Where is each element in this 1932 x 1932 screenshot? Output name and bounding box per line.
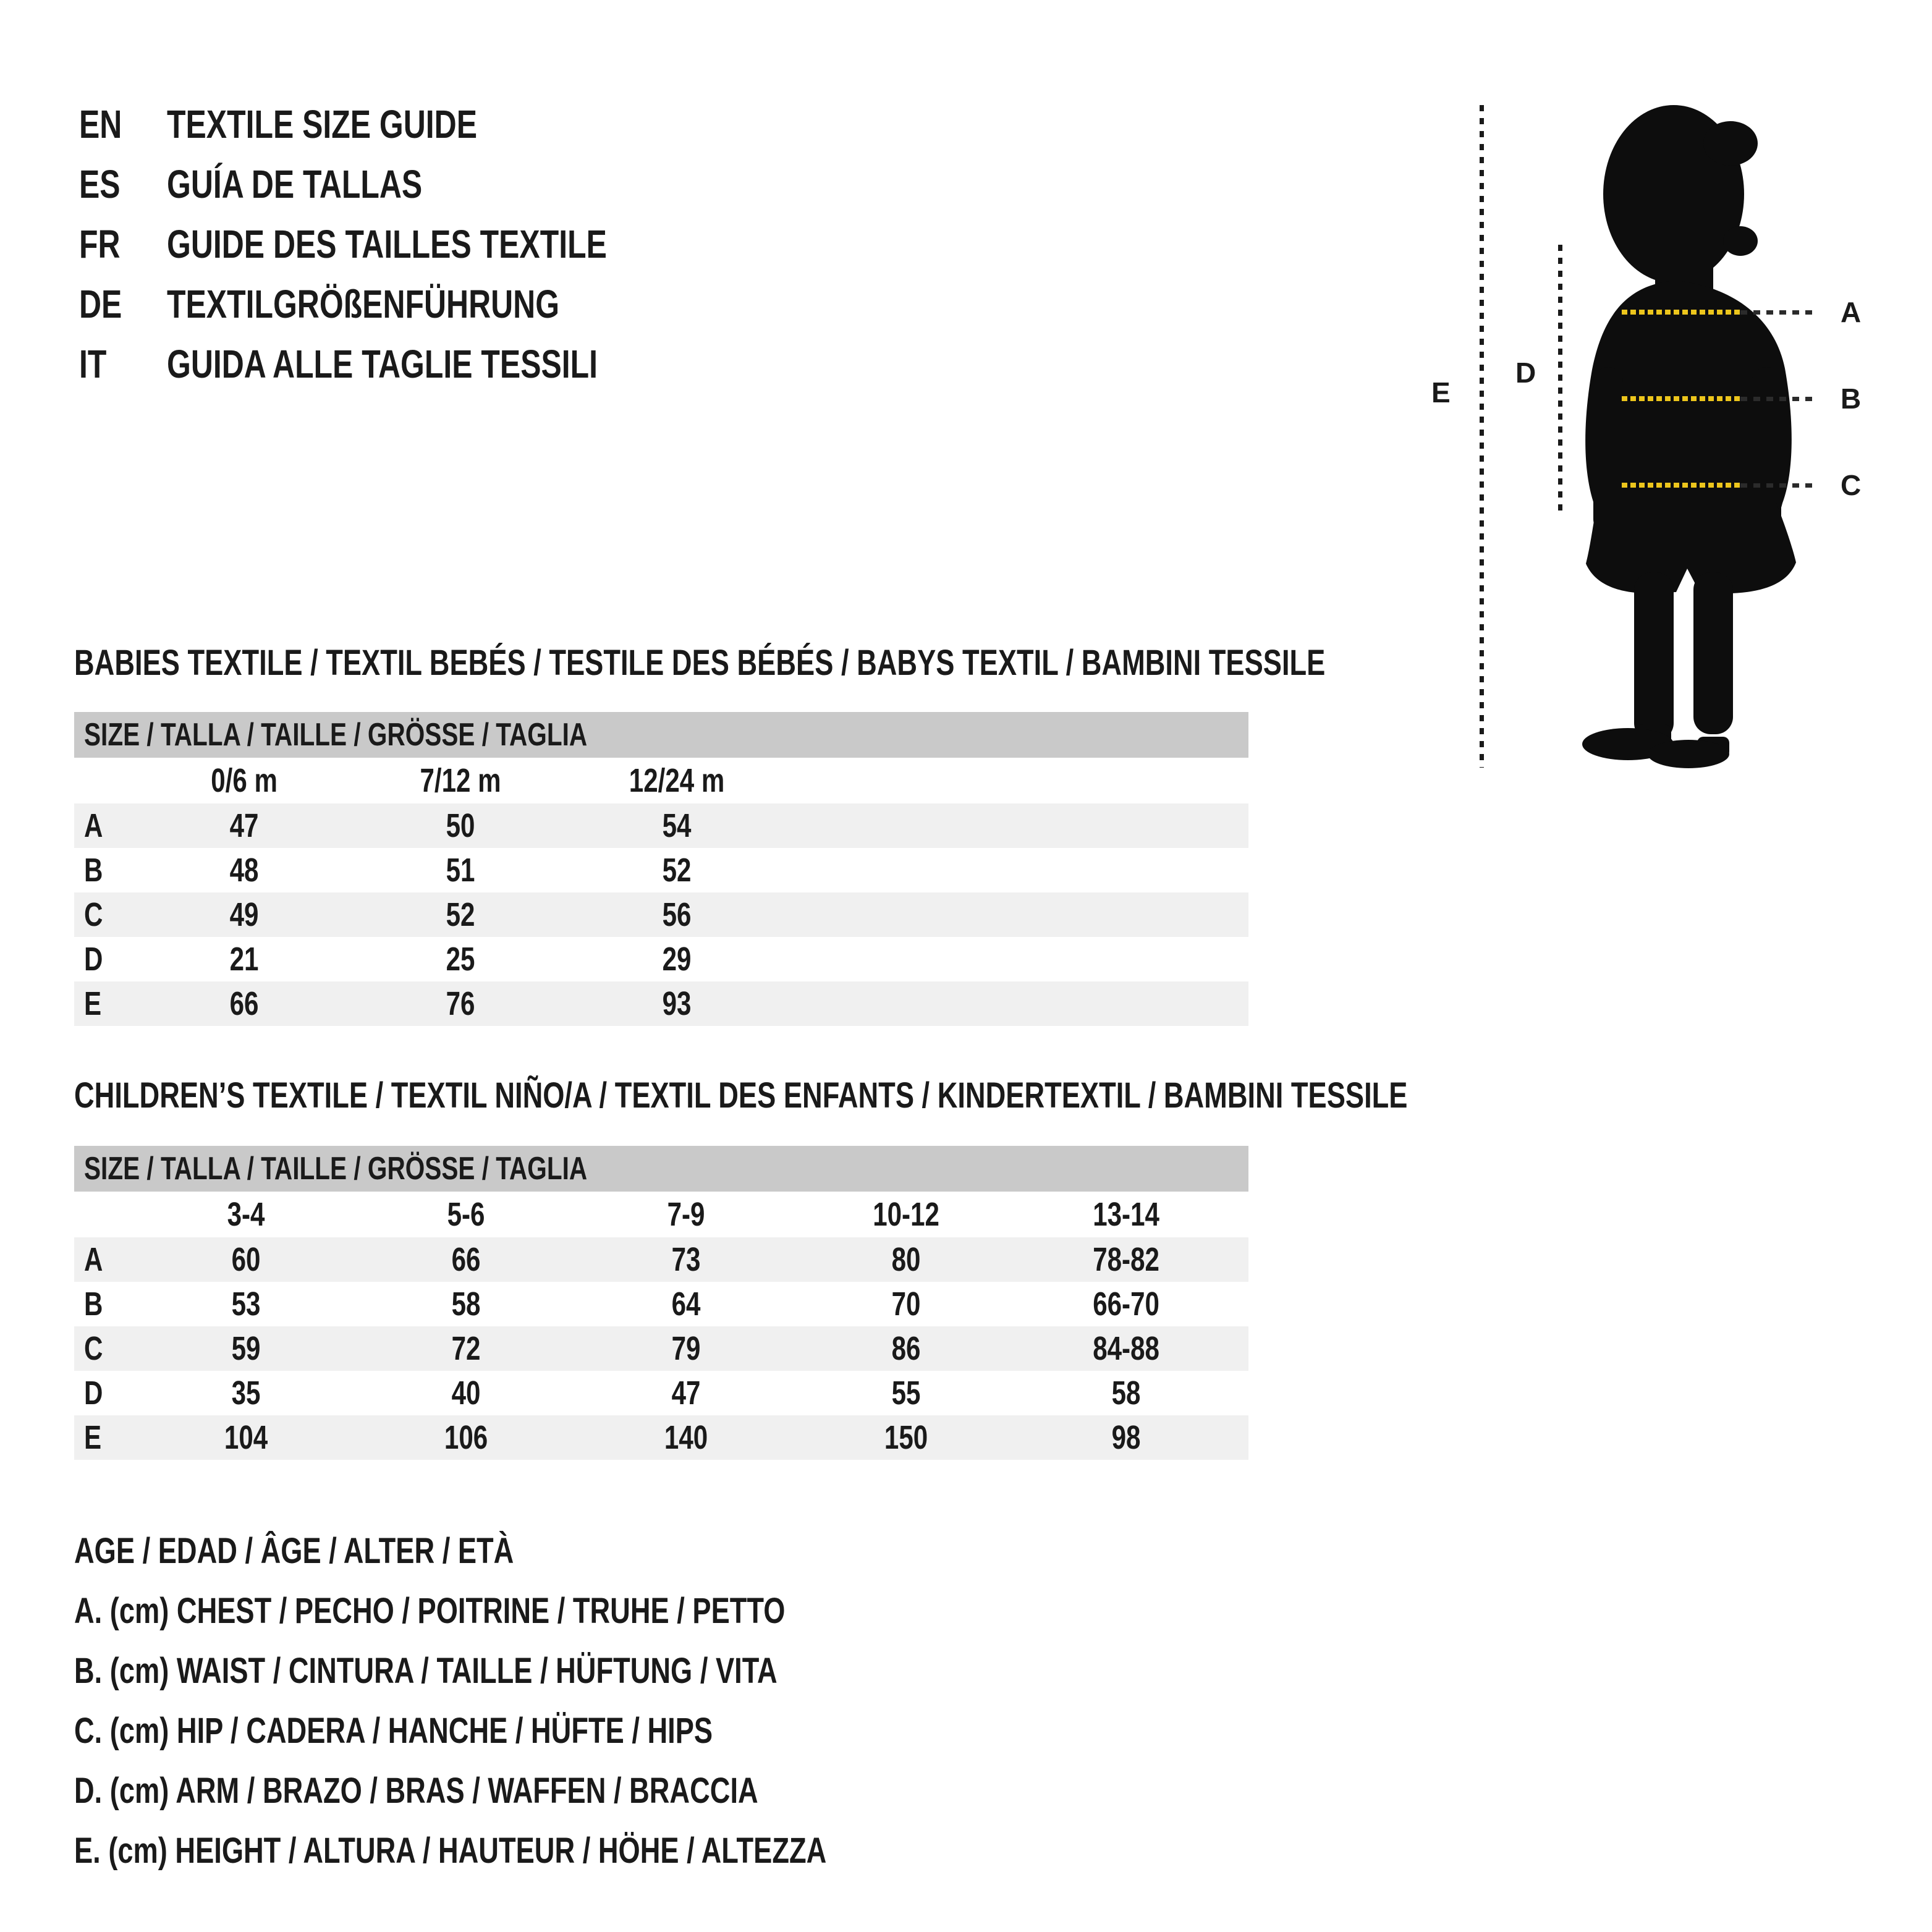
guide-title: GUIDA ALLE TAGLIE TESSILI xyxy=(167,342,598,386)
legend-waist: B. (cm) WAIST / CINTURA / TAILLE / HÜFTUNG / VITA xyxy=(74,1651,777,1691)
cell: 58 xyxy=(1111,1375,1141,1412)
cell: 150 xyxy=(884,1419,928,1456)
left-leg xyxy=(1634,572,1674,740)
cell: 73 xyxy=(671,1241,701,1278)
cell: 49 xyxy=(229,896,259,933)
row-label: A xyxy=(84,1241,103,1278)
cell: 98 xyxy=(1111,1419,1141,1456)
hair xyxy=(1703,121,1758,166)
size-header-bar: SIZE / TALLA / TAILLE / GRÖSSE / TAGLIA xyxy=(74,1146,1248,1192)
cell: 79 xyxy=(671,1330,701,1367)
measure-label-A: A xyxy=(1841,296,1862,328)
babies-section-title: BABIES TEXTILE / TEXTIL BEBÉS / TESTILE DES BÉBÉS / BABYS TEXTIL / BAMBINI TESSILE xyxy=(74,643,1326,683)
hip-dash-yellow xyxy=(1622,483,1740,488)
guide-title: TEXTILE SIZE GUIDE xyxy=(167,102,478,146)
cell: 140 xyxy=(664,1419,708,1456)
cell: 35 xyxy=(231,1375,261,1412)
legend-arm: D. (cm) ARM / BRAZO / BRAS / WAFFEN / BRACCIA xyxy=(74,1771,758,1811)
column-header-row xyxy=(74,758,1248,803)
table-row xyxy=(74,1282,1248,1326)
language-row xyxy=(79,344,731,404)
cell: 53 xyxy=(231,1286,261,1323)
guide-title: TEXTILGRÖßENFÜHRUNG xyxy=(167,282,560,326)
measure-label-D: D xyxy=(1515,357,1536,389)
waist-dash-yellow xyxy=(1622,396,1740,401)
language-title-list xyxy=(79,104,731,404)
cell: 70 xyxy=(891,1286,921,1323)
cell: 51 xyxy=(446,852,475,889)
legend-hip: C. (cm) HIP / CADERA / HANCHE / HÜFTE / HIPS xyxy=(74,1711,713,1751)
col-header: 12/24 m xyxy=(629,762,725,799)
children-section-title: CHILDREN’S TEXTILE / TEXTIL NIÑO/A / TEXTIL DES ENFANTS / KINDERTEXTIL / BAMBINI TESSILE xyxy=(74,1075,1408,1116)
cell: 86 xyxy=(891,1330,921,1367)
table-row xyxy=(74,803,1248,848)
arm-measure-line-D xyxy=(1558,245,1562,514)
legend-height: E. (cm) HEIGHT / ALTURA / HAUTEUR / HÖHE / ALTEZZA xyxy=(74,1831,827,1871)
cell: 76 xyxy=(446,985,475,1022)
language-code: FR xyxy=(79,222,121,266)
face xyxy=(1723,226,1758,256)
measure-label-E: E xyxy=(1431,376,1451,409)
waist-measure-line-B xyxy=(1622,377,1861,420)
shorts xyxy=(1586,503,1796,593)
measure-label-C: C xyxy=(1841,469,1862,501)
babies-size-table xyxy=(74,712,1248,1026)
cell: 52 xyxy=(662,852,692,889)
cell: 78-82 xyxy=(1093,1241,1159,1278)
row-label: C xyxy=(84,896,103,933)
table-row xyxy=(74,1237,1248,1282)
cell: 50 xyxy=(446,807,475,844)
col-header: 3-4 xyxy=(227,1196,265,1233)
chest-dash-yellow xyxy=(1622,310,1740,315)
cell: 72 xyxy=(451,1330,481,1367)
right-leg xyxy=(1693,572,1733,734)
table-row xyxy=(74,937,1248,981)
col-header: 7-9 xyxy=(667,1196,705,1233)
table-row xyxy=(74,892,1248,937)
cell: 47 xyxy=(671,1375,701,1412)
language-code: DE xyxy=(79,282,122,326)
row-label: A xyxy=(84,807,103,844)
size-header-bar: SIZE / TALLA / TAILLE / GRÖSSE / TAGLIA xyxy=(74,712,1248,758)
language-code: ES xyxy=(79,162,121,206)
cell: 64 xyxy=(671,1286,701,1323)
cell: 56 xyxy=(662,896,692,933)
table-row xyxy=(74,848,1248,892)
children-size-table xyxy=(74,1146,1248,1460)
cell: 60 xyxy=(231,1241,261,1278)
hip-measure-line-C xyxy=(1622,464,1861,507)
measure-label-B: B xyxy=(1841,383,1862,415)
cell: 40 xyxy=(451,1375,481,1412)
row-label: D xyxy=(84,941,103,978)
cell: 48 xyxy=(229,852,259,889)
cell: 80 xyxy=(891,1241,921,1278)
row-label: E xyxy=(84,985,102,1022)
cell: 93 xyxy=(662,985,692,1022)
guide-title: GUÍA DE TALLAS xyxy=(167,162,423,206)
cell: 55 xyxy=(891,1375,921,1412)
col-header: 0/6 m xyxy=(211,762,278,799)
cell: 47 xyxy=(229,807,259,844)
row-label: D xyxy=(84,1375,103,1412)
cell: 66-70 xyxy=(1093,1286,1159,1323)
chest-measure-line-A xyxy=(1622,290,1861,334)
cell: 25 xyxy=(446,941,475,978)
language-code: EN xyxy=(79,102,122,146)
language-row xyxy=(79,164,731,224)
waist-dash-dark xyxy=(1740,397,1818,401)
col-header: 7/12 m xyxy=(420,762,501,799)
legend-age: AGE / EDAD / ÂGE / ALTER / ETÀ xyxy=(74,1531,514,1571)
cell: 84-88 xyxy=(1093,1330,1159,1367)
col-header: 13-14 xyxy=(1093,1196,1159,1233)
column-header-row xyxy=(74,1192,1248,1237)
cell: 66 xyxy=(451,1241,481,1278)
language-code: IT xyxy=(79,342,107,386)
language-row xyxy=(79,224,731,284)
table-row xyxy=(74,981,1248,1026)
row-label: C xyxy=(84,1330,103,1367)
right-shoe xyxy=(1648,740,1729,768)
row-label: E xyxy=(84,1419,102,1456)
legend-chest: A. (cm) CHEST / PECHO / POITRINE / TRUHE / PETTO xyxy=(74,1591,786,1631)
cell: 59 xyxy=(231,1330,261,1367)
guide-title: GUIDE DES TAILLES TEXTILE xyxy=(167,222,607,266)
table-row xyxy=(74,1326,1248,1371)
cell: 106 xyxy=(444,1419,488,1456)
col-header: 10-12 xyxy=(873,1196,939,1233)
cell: 54 xyxy=(662,807,692,844)
language-row xyxy=(79,104,731,164)
cell: 29 xyxy=(662,941,692,978)
hip-dash-dark xyxy=(1740,483,1818,488)
language-row xyxy=(79,284,731,344)
child-silhouette xyxy=(1576,103,1826,773)
row-label: B xyxy=(84,1286,103,1323)
cell: 104 xyxy=(224,1419,268,1456)
cell: 52 xyxy=(446,896,475,933)
cell: 58 xyxy=(451,1286,481,1323)
measurement-legend xyxy=(74,1533,1039,1893)
col-header: 5-6 xyxy=(447,1196,485,1233)
cell: 21 xyxy=(229,941,259,978)
chest-dash-dark xyxy=(1740,310,1818,315)
table-row xyxy=(74,1415,1248,1460)
row-label: B xyxy=(84,852,103,889)
table-row xyxy=(74,1371,1248,1415)
cell: 66 xyxy=(229,985,259,1022)
